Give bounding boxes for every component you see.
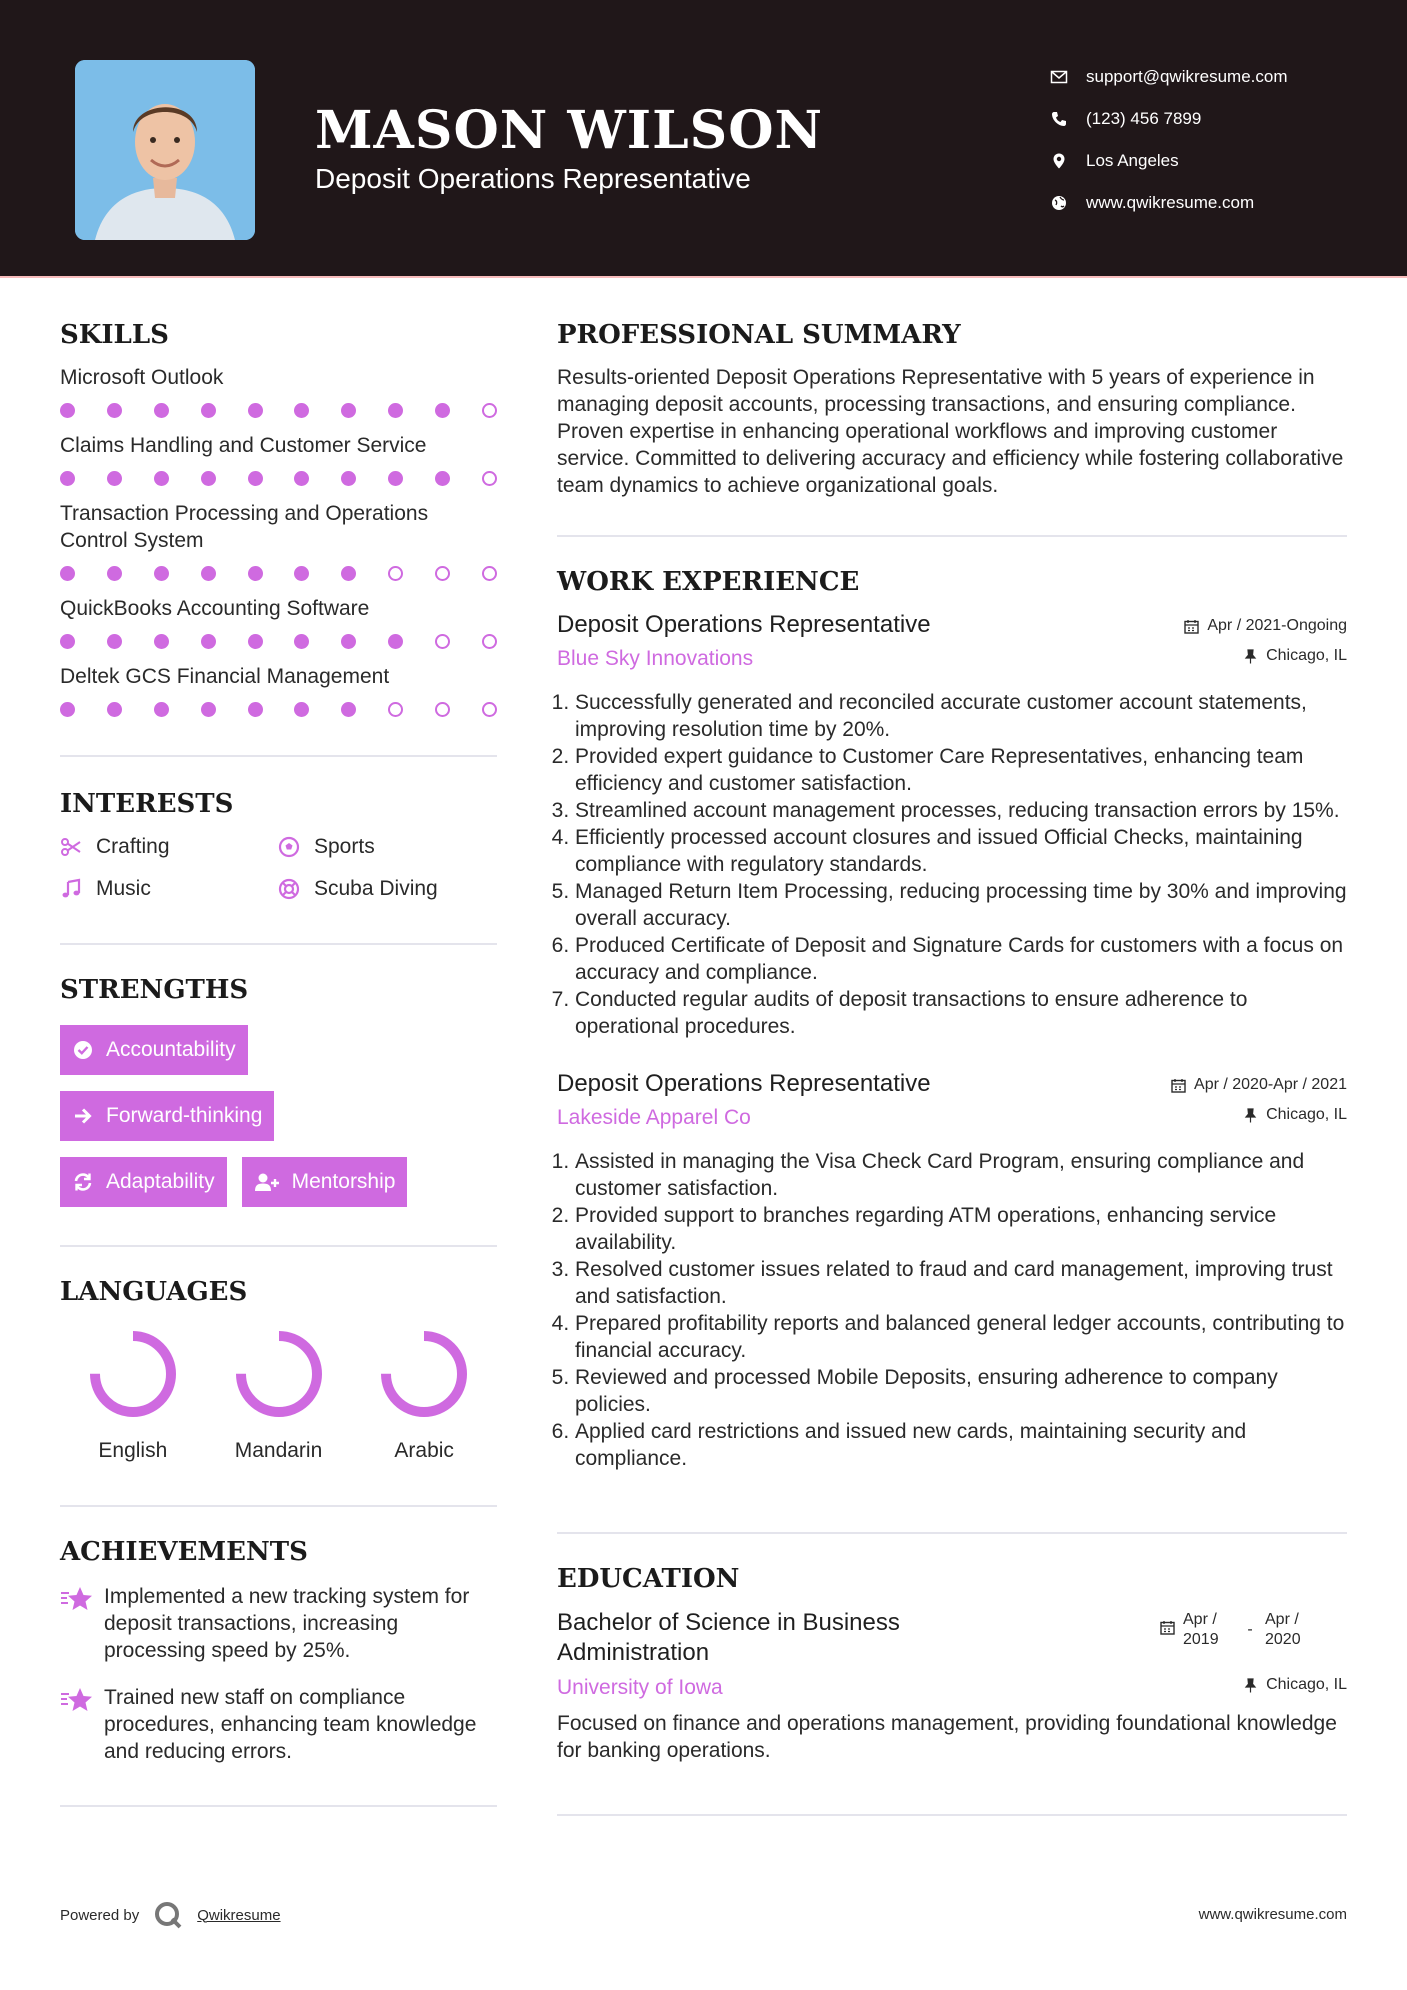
language-level-arc [241, 1336, 317, 1412]
contact-email[interactable] [1050, 56, 1288, 98]
skills-section [60, 320, 497, 717]
skill-rating [60, 634, 497, 649]
job-title: Deposit Operations Representative [557, 611, 931, 638]
chip-row-spacer [289, 1091, 389, 1141]
strength-adaptability [60, 1157, 227, 1207]
skill-dot-filled [435, 471, 450, 486]
section-divider [557, 1814, 1347, 1816]
skill-name: Deltek GCS Financial Management [60, 665, 390, 688]
skill-rating [60, 566, 497, 581]
interest-sports [278, 835, 496, 859]
company-name: Lakeside Apparel Co [557, 1106, 751, 1129]
star-icon [60, 1585, 92, 1613]
section-divider [60, 1245, 497, 1247]
job-location-text: Chicago, IL [1266, 647, 1347, 664]
skill-dot-filled [248, 403, 263, 418]
job-bullets [557, 1148, 1347, 1472]
contact-block [1050, 56, 1288, 224]
job-date-text: Apr / 2020-Apr / 2021 [1194, 1076, 1347, 1093]
skill-dot-filled [201, 566, 216, 581]
interest-music [60, 877, 278, 901]
skill-dot-filled [201, 403, 216, 418]
candidate-name: MASON WILSON [315, 100, 824, 161]
skill-dot-filled [154, 471, 169, 486]
job-bullet: 3. Resolved customer issues related to fraud and card management, improving trust and satisfaction. [575, 1256, 1347, 1310]
strength-label: Adaptability [106, 1170, 215, 1193]
skill-dot-filled [107, 403, 122, 418]
education-dates [1160, 1610, 1317, 1650]
skill-dot-filled [201, 634, 216, 649]
skill-dot-filled [341, 702, 356, 717]
contact-website-text: www.qwikresume.com [1086, 193, 1255, 212]
skill-dot-filled [341, 634, 356, 649]
scissors-icon [60, 836, 82, 858]
envelope-icon [1050, 68, 1068, 86]
job-bullet: 6. Produced Certificate of Deposit and Signature Cards for customers with a focus on accuracy and compliance. [575, 932, 1347, 986]
degree-title: Bachelor of Science in Business Administration [557, 1609, 900, 1666]
skill-name: Claims Handling and Customer Service [60, 434, 427, 457]
interests-section [60, 789, 497, 901]
contact-location [1050, 140, 1288, 182]
user-plus-icon [254, 1171, 280, 1193]
section-divider [60, 1505, 497, 1507]
section-divider [60, 1805, 497, 1807]
interests-heading: INTERESTS [60, 789, 234, 819]
skill-dot-filled [107, 634, 122, 649]
skill-dot-empty [435, 634, 450, 649]
job-date-text: Apr / 2021-Ongoing [1207, 617, 1347, 634]
lifebuoy-icon [278, 878, 300, 900]
arrow-right-icon [72, 1105, 94, 1127]
skill-item [60, 500, 497, 581]
job-bullet: 4. Prepared profitability reports and balanced general ledger accounts, contributing to financial accuracy. [575, 1310, 1347, 1364]
left-column [60, 320, 497, 1807]
language-level-arc [386, 1336, 462, 1412]
language-level-ring [88, 1329, 178, 1419]
skill-dot-filled [60, 566, 75, 581]
check-circle-icon [72, 1039, 94, 1061]
language-label: Arabic [394, 1439, 454, 1462]
skill-dot-empty [482, 566, 497, 581]
strength-label: Accountability [106, 1038, 236, 1061]
job-date [1171, 1076, 1347, 1094]
language-english [60, 1329, 206, 1463]
language-arabic [351, 1329, 497, 1463]
header-accent-line [0, 276, 1407, 278]
pin-icon [1243, 1678, 1258, 1693]
skill-dot-filled [201, 471, 216, 486]
skill-item [60, 432, 497, 486]
chip-row-spacer [263, 1025, 363, 1075]
achievements-section [60, 1537, 497, 1765]
date-separator: - [1247, 1621, 1253, 1638]
calendar-icon [1184, 619, 1199, 634]
skill-dot-filled [341, 403, 356, 418]
skill-dot-filled [435, 403, 450, 418]
job-bullet: 3. Streamlined account management processes, reducing transaction errors by 15%. [575, 797, 1347, 824]
summary-section [557, 320, 1347, 499]
skills-heading: SKILLS [60, 320, 169, 350]
skill-dot-filled [248, 471, 263, 486]
skill-dot-filled [107, 702, 122, 717]
refresh-icon [72, 1171, 94, 1193]
skill-rating [60, 471, 497, 486]
candidate-title: Deposit Operations Representative [315, 163, 751, 194]
summary-text: Results-oriented Deposit Operations Representative with 5 years of experience in managing deposit accounts, processing transactions, and ensuring compliance. Proven expertise in enhancing operational workflows and improving customer service. Committed to delivering accuracy and efficiency while fostering collaborative team dynamics to achieve organizational goals. [557, 366, 1344, 497]
skill-item [60, 595, 497, 649]
job-title: Deposit Operations Representative [557, 1070, 931, 1097]
section-divider [557, 535, 1347, 537]
skill-dot-filled [388, 403, 403, 418]
education-heading: EDUCATION [557, 1564, 740, 1594]
skill-dot-filled [341, 566, 356, 581]
summary-heading: PROFESSIONAL SUMMARY [557, 320, 961, 350]
job-bullet: 1. Successfully generated and reconciled accurate customer account statements, improving resolution time by 20%. [575, 689, 1347, 743]
school-name: University of Iowa [557, 1676, 723, 1699]
calendar-icon [1160, 1620, 1175, 1635]
interest-scuba-diving [278, 877, 496, 901]
interest-label: Sports [314, 835, 375, 858]
job-bullet: 5. Managed Return Item Processing, reducing processing time by 30% and improving overall accuracy. [575, 878, 1347, 932]
skill-dot-empty [388, 566, 403, 581]
skill-dot-empty [435, 702, 450, 717]
powered-by-text: Powered by [60, 1906, 140, 1924]
skill-dot-filled [60, 634, 75, 649]
education-location [1243, 1676, 1347, 1694]
contact-location-text: Los Angeles [1086, 151, 1179, 170]
contact-phone[interactable] [1050, 98, 1288, 140]
skill-dot-filled [294, 471, 309, 486]
skill-dot-filled [294, 634, 309, 649]
language-level-ring [234, 1329, 324, 1419]
footer-powered-by [60, 1900, 281, 1930]
skill-dot-filled [388, 471, 403, 486]
map-pin-icon [1050, 152, 1068, 170]
languages-heading: LANGUAGES [60, 1277, 248, 1307]
skill-dot-filled [248, 702, 263, 717]
job-bullet: 2. Provided support to branches regarding ATM operations, enhancing service availability. [575, 1202, 1347, 1256]
job-location [1243, 1106, 1347, 1124]
profile-photo-illustration [75, 60, 255, 240]
skill-dot-filled [294, 566, 309, 581]
contact-phone-text: (123) 456 7899 [1086, 109, 1202, 128]
skill-dot-filled [154, 566, 169, 581]
skill-dot-empty [482, 403, 497, 418]
education-location-text: Chicago, IL [1266, 1676, 1347, 1693]
music-note-icon [60, 878, 82, 900]
skill-dot-filled [248, 634, 263, 649]
section-divider [60, 755, 497, 757]
job-location [1243, 647, 1347, 665]
soccer-ball-icon [278, 836, 300, 858]
strengths-heading: STRENGTHS [60, 975, 249, 1005]
job-bullet: 6. Applied card restrictions and issued new cards, maintaining security and compliance. [575, 1418, 1347, 1472]
language-level-ring [379, 1329, 469, 1419]
achievement-item [60, 1684, 497, 1765]
skill-dot-filled [154, 403, 169, 418]
interest-crafting [60, 835, 278, 859]
section-divider [60, 943, 497, 945]
skill-dot-filled [107, 566, 122, 581]
interest-label: Scuba Diving [314, 877, 438, 900]
education-section [557, 1564, 1347, 1764]
skill-dot-filled [60, 403, 75, 418]
achievement-text: Implemented a new tracking system for deposit transactions, increasing processing speed by 25%. [104, 1585, 470, 1662]
skill-item [60, 364, 497, 418]
skill-name: Transaction Processing and Operations Control System [60, 502, 429, 552]
job-bullets [557, 689, 1347, 1040]
strength-label: Forward-thinking [106, 1104, 263, 1127]
interest-label: Music [96, 877, 151, 900]
job-location-text: Chicago, IL [1266, 1106, 1347, 1123]
achievements-heading: ACHIEVEMENTS [60, 1537, 308, 1567]
skill-rating [60, 403, 497, 418]
skill-dot-filled [294, 403, 309, 418]
phone-icon [1050, 110, 1068, 128]
section-divider [557, 1532, 1347, 1534]
footer-website[interactable]: www.qwikresume.com [1198, 1906, 1347, 1923]
job-bullet: 2. Provided expert guidance to Customer Care Representatives, enhancing team efficiency and customer satisfaction. [575, 743, 1347, 797]
education-end: Apr / 2020 [1265, 1611, 1301, 1648]
strengths-section [60, 975, 497, 1207]
skill-dot-filled [201, 702, 216, 717]
education-start: Apr / 2019 [1183, 1611, 1219, 1648]
qwikresume-link[interactable]: Qwikresume [197, 1906, 281, 1924]
language-label: English [98, 1439, 168, 1462]
skill-name: Microsoft Outlook [60, 366, 224, 389]
skill-dot-filled [294, 702, 309, 717]
job-date [1184, 617, 1347, 635]
job-bullet: 5. Reviewed and processed Mobile Deposits, ensuring adherence to company policies. [575, 1364, 1347, 1418]
skill-dot-filled [154, 634, 169, 649]
job-bullet: 4. Efficiently processed account closures and issued Official Checks, maintaining compliance with regulatory standards. [575, 824, 1347, 878]
pin-icon [1243, 1108, 1258, 1123]
skill-dot-empty [482, 634, 497, 649]
skill-dot-filled [388, 634, 403, 649]
strength-label: Mentorship [291, 1170, 396, 1193]
strength-mentorship [242, 1157, 408, 1207]
language-label: Mandarin [234, 1439, 323, 1462]
skill-dot-filled [60, 471, 75, 486]
experience-section [557, 567, 1347, 1472]
job-bullet: 7. Conducted regular audits of deposit transactions to ensure adherence to operational procedures. [575, 986, 1347, 1040]
experience-heading: WORK EXPERIENCE [557, 567, 860, 597]
skill-dot-filled [248, 566, 263, 581]
right-column [557, 320, 1347, 1816]
education-description: Focused on finance and operations management, providing foundational knowledge for banking operations. [557, 1712, 1337, 1762]
skills-list [60, 364, 497, 717]
skill-dot-empty [388, 702, 403, 717]
interest-label: Crafting [96, 835, 170, 858]
skill-rating [60, 702, 497, 717]
skill-dot-empty [435, 566, 450, 581]
resume-header [0, 0, 1407, 276]
strength-forward-thinking [60, 1091, 274, 1141]
globe-icon [1050, 194, 1068, 212]
skill-name: QuickBooks Accounting Software [60, 597, 370, 620]
contact-website[interactable] [1050, 182, 1288, 224]
contact-email-text: support@qwikresume.com [1086, 67, 1288, 86]
profile-photo [75, 60, 255, 240]
language-mandarin [206, 1329, 352, 1463]
achievement-text: Trained new staff on compliance procedures, enhancing team knowledge and reducing errors. [104, 1686, 477, 1763]
star-icon [60, 1686, 92, 1714]
achievement-item [60, 1583, 497, 1664]
job-entry [557, 1070, 1347, 1472]
skill-dot-empty [482, 702, 497, 717]
skill-dot-filled [154, 702, 169, 717]
skill-dot-filled [60, 702, 75, 717]
job-bullet: 1. Assisted in managing the Visa Check Card Program, ensuring compliance and customer satisfaction. [575, 1148, 1347, 1202]
qwikresume-logo-icon [153, 1900, 183, 1930]
calendar-icon [1171, 1078, 1186, 1093]
skill-item [60, 663, 497, 717]
company-name: Blue Sky Innovations [557, 647, 754, 670]
strength-accountability [60, 1025, 248, 1075]
job-entry [557, 611, 1347, 1040]
pin-icon [1243, 649, 1258, 664]
skill-dot-filled [341, 471, 356, 486]
language-level-arc [95, 1336, 171, 1412]
skill-dot-filled [107, 471, 122, 486]
skill-dot-empty [482, 471, 497, 486]
languages-section [60, 1277, 497, 1463]
